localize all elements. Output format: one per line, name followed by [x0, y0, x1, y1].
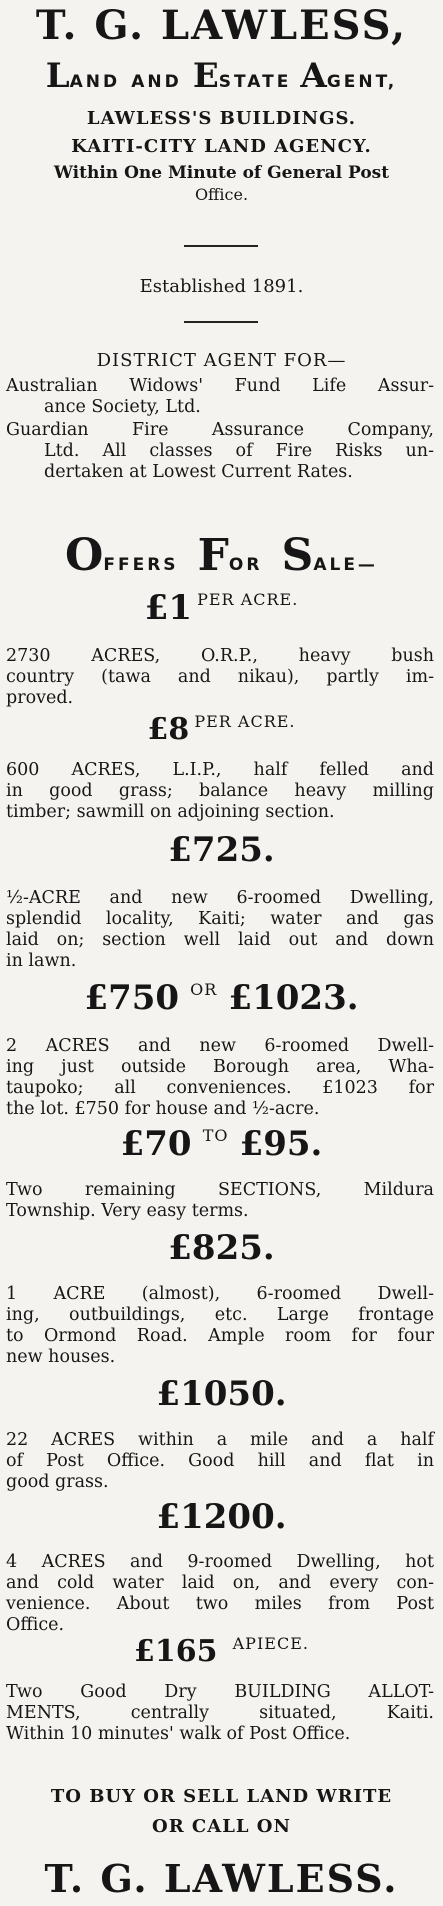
offers-word: OR	[228, 555, 263, 575]
listing-line: 2 ACRES and new 6-roomed Dwell-	[6, 1036, 434, 1056]
listing-line: country (tawa and nikau), partly im-	[6, 667, 434, 687]
price-suffix: PER ACRE.	[197, 590, 299, 609]
price-value: £725.	[168, 830, 275, 870]
listing-line: Office.	[6, 1615, 65, 1635]
listing-line: ½-ACRE and new 6-roomed Dwelling,	[6, 888, 434, 908]
agency-line: ance Society, Ltd.	[44, 397, 201, 417]
agency-item	[6, 376, 434, 418]
listing-line: 1 ACRE (almost), 6-roomed Dwell-	[6, 1284, 434, 1304]
listing-line: ing, outbuildings, etc. Large frontage	[6, 1305, 434, 1325]
building-name: LAWLESS'S BUILDINGS.	[86, 108, 357, 129]
agency-line: dertaken at Lowest Current Rates.	[44, 462, 353, 482]
listing-line: and cold water laid on, and every con-	[6, 1573, 434, 1593]
advertiser-name: T. G. LAWLESS,	[35, 2, 408, 49]
price-connector: OR	[190, 980, 218, 999]
listing-line: new houses.	[6, 1347, 116, 1367]
listing-line: Two Good Dry BUILDING ALLOT-	[6, 1682, 434, 1702]
listing-description	[6, 1682, 434, 1745]
listing-description	[6, 1430, 434, 1493]
agency-name: KAITI-CITY LAND AGENCY.	[71, 136, 372, 157]
offers-word: ALE—	[313, 555, 378, 575]
listing-description	[6, 1552, 434, 1636]
price-value: £165	[134, 1634, 218, 1669]
price-value: £8	[147, 712, 190, 747]
listing-description	[6, 760, 434, 823]
listing-line: Township. Very easy terms.	[6, 1201, 249, 1221]
offers-word: FFERS	[103, 555, 179, 575]
price-value: £825.	[168, 1228, 275, 1268]
listing-price	[0, 588, 443, 628]
price-value: £95.	[239, 1124, 323, 1164]
listing-line: 2730 ACRES, O.R.P., heavy bush	[6, 646, 434, 666]
offers-heading	[0, 530, 443, 580]
listing-line: Two remaining SECTIONS, Mildura	[6, 1180, 434, 1200]
listing-line: venience. About two miles from Post	[6, 1594, 434, 1614]
listing-line: good grass.	[6, 1472, 109, 1492]
offers-initial-o: O	[65, 530, 104, 581]
location-line-2: Office.	[194, 185, 249, 204]
listing-line: to Ormond Road. Ample room for four	[6, 1326, 434, 1346]
listing-description	[6, 1036, 434, 1120]
price-value: £1	[144, 588, 193, 628]
price-suffix: APIECE.	[232, 1634, 309, 1653]
title-initial-a: A	[300, 56, 327, 96]
listing-line: 600 ACRES, L.I.P., half felled and	[6, 760, 434, 780]
agency-line: Australian Widows' Fund Life Assur-	[6, 376, 434, 396]
listing-line: 22 ACRES within a mile and a half	[6, 1430, 434, 1450]
location-line-1: Within One Minute of General Post	[53, 163, 390, 183]
listing-line: laid on; section well laid out and down	[6, 930, 434, 950]
agency-line: Guardian Fire Assurance Company,	[6, 420, 434, 440]
agencies-heading: DISTRICT AGENT FOR—	[96, 350, 347, 371]
business-title	[0, 56, 443, 96]
price-value: £70	[120, 1124, 192, 1164]
title-word-agent: GENT,	[326, 72, 398, 92]
listing-line: timber; sawmill on adjoining section.	[6, 802, 335, 822]
price-suffix: PER ACRE.	[194, 712, 296, 731]
offers-initial-f: F	[197, 530, 229, 581]
listing-price	[0, 1124, 443, 1164]
listing-line: MENTS, centrally situated, Kaiti.	[6, 1703, 434, 1723]
call-to-action-line-1: TO BUY OR SELL LAND WRITE	[50, 1786, 393, 1807]
offers-initial-s: S	[281, 530, 314, 581]
listing-line: Within 10 minutes' walk of Post Office.	[6, 1724, 351, 1744]
price-value: £750	[84, 978, 180, 1018]
listing-line: proved.	[6, 688, 74, 708]
listing-description	[6, 888, 434, 972]
agency-item	[6, 420, 434, 483]
listing-price	[0, 712, 443, 747]
listing-line: of Post Office. Good hill and flat in	[6, 1451, 434, 1471]
title-initial-l: L	[45, 56, 70, 96]
divider	[184, 245, 258, 247]
listing-price	[0, 1634, 443, 1669]
listing-line: ing just outside Borough area, Wha-	[6, 1057, 434, 1077]
listing-price	[0, 830, 443, 870]
divider	[184, 321, 258, 323]
listing-line: splendid locality, Kaiti; water and gas	[6, 909, 434, 929]
price-value: £1023.	[228, 978, 359, 1018]
price-connector: TO	[202, 1126, 229, 1145]
listing-price	[0, 1374, 443, 1414]
listing-description	[6, 646, 434, 709]
title-word-estate: STATE	[218, 72, 292, 92]
listing-price	[0, 1497, 443, 1537]
listing-description	[6, 1284, 434, 1368]
call-to-action-line-2: OR CALL ON	[152, 1816, 291, 1837]
footer-advertiser-name: T. G. LAWLESS.	[44, 1856, 399, 1901]
listing-price	[0, 1228, 443, 1268]
agency-line: Ltd. All classes of Fire Risks un-	[44, 441, 434, 461]
price-value: £1200.	[156, 1497, 287, 1537]
established-line: Established 1891.	[139, 276, 304, 297]
title-word-land: AND	[69, 72, 121, 92]
title-word-and: AND	[131, 72, 182, 92]
listing-description	[6, 1180, 434, 1222]
price-value: £1050.	[156, 1374, 287, 1414]
listing-price	[0, 978, 443, 1018]
title-initial-e: E	[192, 56, 219, 96]
listing-line: in good grass; balance heavy milling	[6, 781, 434, 801]
listing-line: 4 ACRES and 9-roomed Dwelling, hot	[6, 1552, 434, 1572]
listing-line: the lot. £750 for house and ½-acre.	[6, 1099, 320, 1119]
listing-line: taupoko; all conveniences. £1023 for	[6, 1078, 434, 1098]
listing-line: in lawn.	[6, 951, 77, 971]
